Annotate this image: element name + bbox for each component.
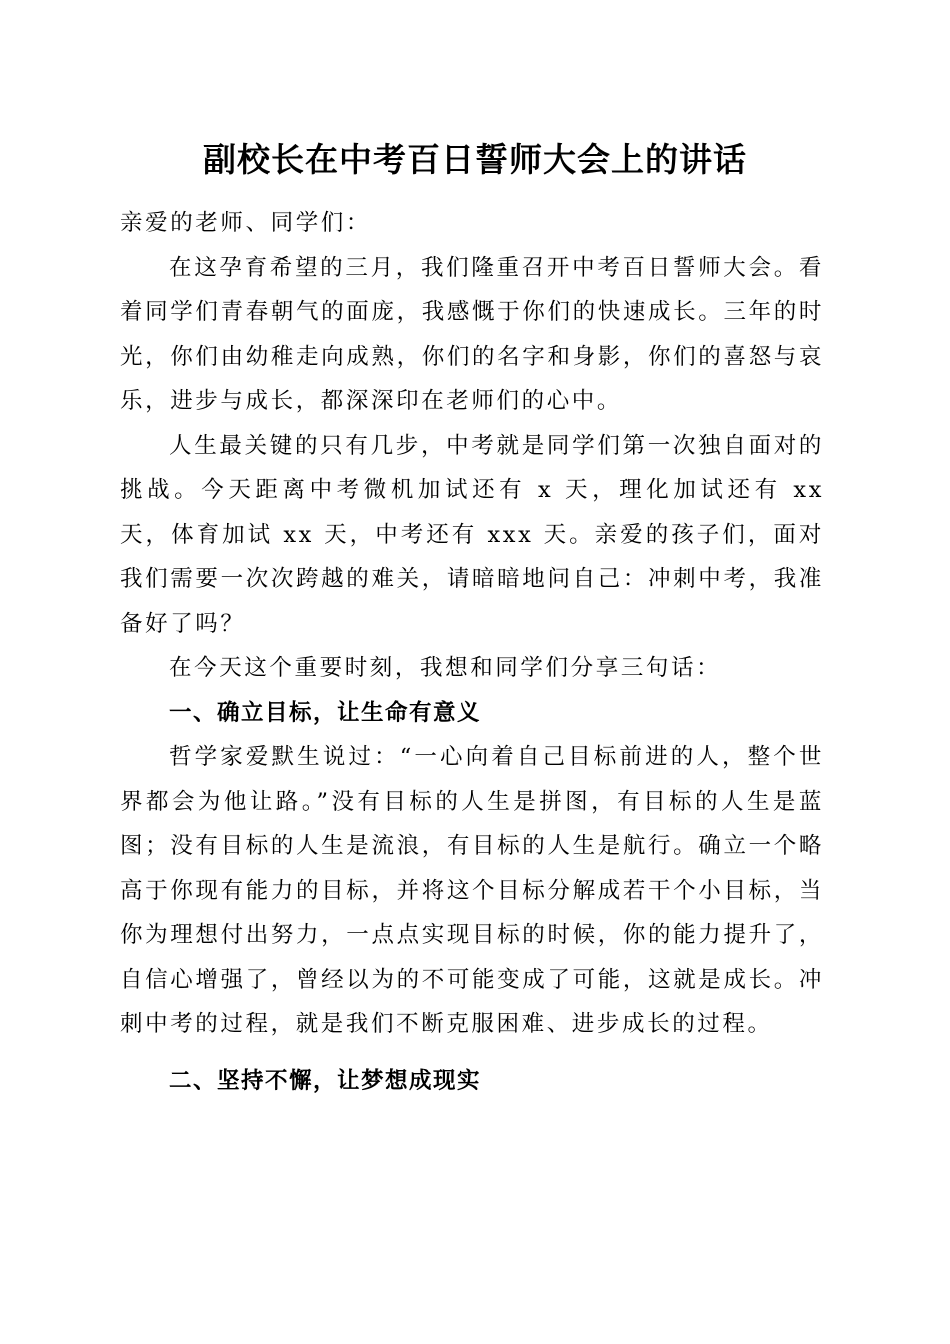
paragraph-goal: 哲学家爱默生说过：“一心向着自己目标前进的人，整个世界都会为他让路。”没有目标的人生是拼图，有目标的人生是蓝图；没有目标的人生是流浪，有目标的人生是航行。确立一个略高于你现有能力的目标，并将这个目标分解成若干个小目标，当你为理想付出努力，一点点实现目标的时候，你的能力提升了，自信心增强了，曾经以为的不可能变成了可能，这就是成长。冲刺中考的过程，就是我们不断克服困难、进步成长的过程。 <box>120 744 824 1037</box>
document-body <box>120 201 824 1103</box>
document-title: 副校长在中考百日誓师大会上的讲话 <box>203 140 747 179</box>
paragraph-share-intro: 在今天这个重要时刻，我想和同学们分享三句话： <box>169 655 722 681</box>
salutation: 亲爱的老师、同学们： <box>120 210 372 236</box>
section-heading-1: 一、确立目标，让生命有意义 <box>169 699 482 726</box>
paragraph-opening: 在这孕育希望的三月，我们隆重召开中考百日誓师大会。看着同学们青春朝气的面庞，我感慨于你们的快速成长。三年的时光，你们由幼稚走向成熟，你们的名字和身影，你们的喜怒与哀乐，进步与成长，都深深印在老师们的心中。 <box>120 254 824 414</box>
paragraph-challenge: 人生最关键的只有几步，中考就是同学们第一次独自面对的挑战。今天距离中考微机加试还有 x 天，理化加试还有 xx 天，体育加试 xx 天，中考还有 xxx 天。亲爱的孩子们，面对我们需要一次次跨越的难关，请暗暗地问自己：冲刺中考，我准备好了吗？ <box>120 432 824 637</box>
section-heading-2: 二、坚持不懈，让梦想成现实 <box>169 1067 482 1094</box>
